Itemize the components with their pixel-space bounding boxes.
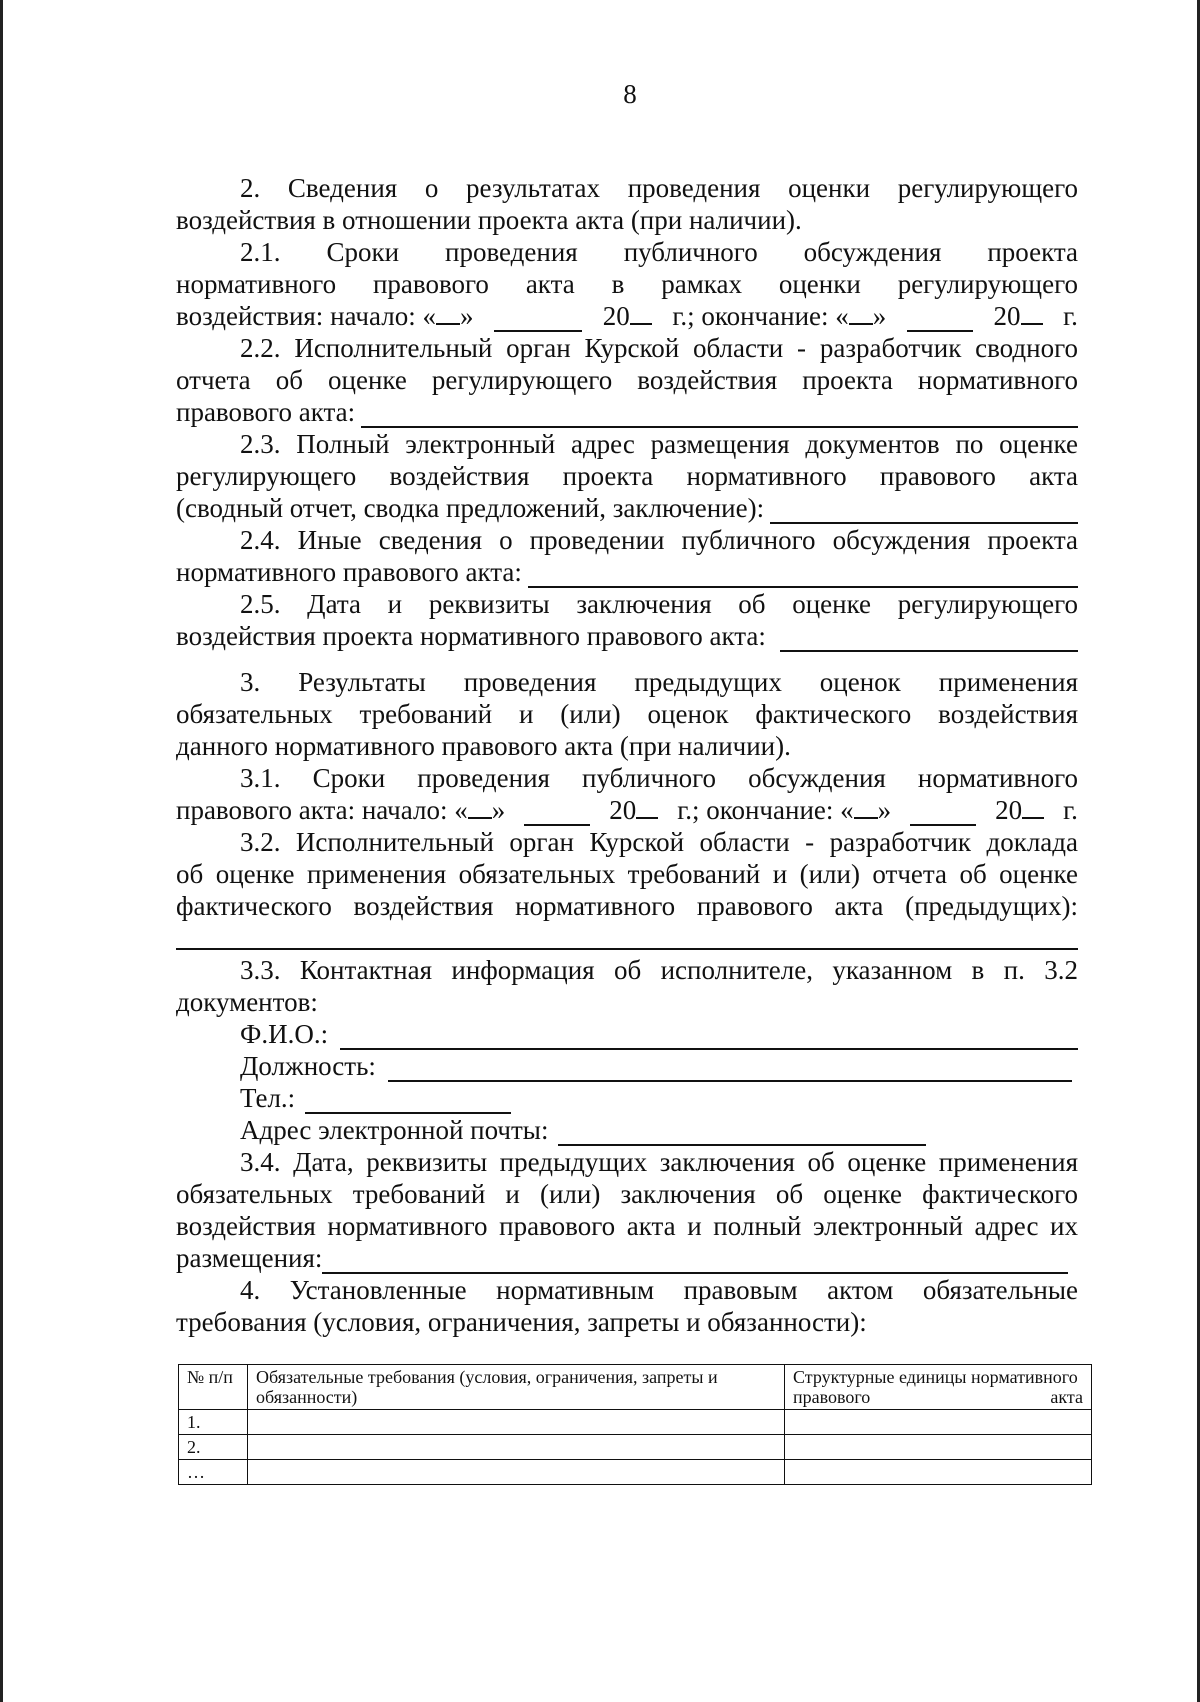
row-requirement-cell[interactable]	[248, 1435, 785, 1460]
item-2-5-label: воздействия проекта нормативного правового акта:	[176, 621, 766, 651]
item-3-1-dates	[176, 794, 1078, 826]
start-month-blank	[524, 802, 590, 826]
item-3-2-line-1: 3.2. Исполнительный орган Курской области - разработчик доклада	[240, 827, 1078, 857]
start-quote: »	[491, 795, 506, 825]
item-2-3-line-1: 2.3. Полный электронный адрес размещения документов по оценке	[240, 429, 1078, 459]
phone-row	[176, 1082, 1078, 1114]
item-3-4-line-3: воздействия нормативного правового акта и полный электронный адрес их	[176, 1211, 1078, 1241]
start-day-blank	[436, 301, 460, 325]
fio-blank	[340, 1026, 1078, 1050]
item-2-5-line-1: 2.5. Дата и реквизиты заключения об оценке регулирующего	[240, 589, 1078, 619]
end-month-blank	[910, 802, 976, 826]
item-3-4-line-2: обязательных требований и (или) заключения об оценке фактического	[176, 1179, 1078, 1209]
end-day-blank	[849, 301, 873, 325]
start-label: правового акта: начало: «	[176, 795, 468, 825]
page-number: 8	[623, 79, 637, 109]
item-2-4-label: нормативного правового акта:	[176, 557, 522, 587]
item-2-1-line-1: 2.1. Сроки проведения публичного обсуждения проекта	[240, 237, 1078, 267]
item-2-2-line-2: отчета об оценке регулирующего воздействия проекта нормативного	[176, 365, 1078, 395]
position-label: Должность:	[240, 1051, 376, 1081]
start-year-prefix: 20	[602, 301, 630, 331]
phone-blank	[305, 1090, 511, 1114]
item-2-3-line-3	[176, 492, 1078, 524]
email-blank	[558, 1122, 926, 1146]
item-3-4-blank	[322, 1250, 1068, 1274]
section-3-title-line-3: данного нормативного правового акта (при наличии).	[176, 731, 791, 761]
end-month-blank	[907, 308, 973, 332]
row-requirement-cell[interactable]	[248, 1410, 785, 1435]
end-day-blank	[854, 795, 878, 819]
section-4-title-line-1: 4. Установленные нормативным правовым актом обязательные	[240, 1275, 1078, 1305]
item-3-3-line-1: 3.3. Контактная информация об исполнителе, указанном в п. 3.2	[240, 955, 1078, 985]
section-3-title-line-1: 3. Результаты проведения предыдущих оценок применения	[240, 667, 1078, 697]
table-row	[179, 1435, 1092, 1460]
item-2-2-label: правового акта:	[176, 397, 356, 427]
position-blank	[388, 1058, 1072, 1082]
end-year-suffix: г.	[1063, 795, 1078, 825]
item-2-5-blank	[780, 628, 1078, 652]
email-row	[176, 1114, 1078, 1146]
fio-row	[176, 1018, 1078, 1050]
item-2-3-blank	[770, 500, 1078, 524]
item-2-3-line-2: регулирующего воздействия проекта нормативного правового акта	[176, 461, 1078, 491]
item-2-4-line-1: 2.4. Иные сведения о проведении публичного обсуждения проекта	[240, 525, 1078, 555]
section-2-title-line-1: 2. Сведения о результатах проведения оценки регулирующего	[240, 173, 1078, 203]
phone-label: Тел.:	[240, 1083, 296, 1113]
row-number: …	[179, 1460, 248, 1485]
scan-edge-left	[0, 0, 3, 1702]
item-2-3-label: (сводный отчет, сводка предложений, заключение):	[176, 493, 765, 523]
start-quote: »	[459, 301, 474, 331]
end-year-prefix: 20	[993, 301, 1021, 331]
start-year-blank	[636, 795, 658, 819]
end-label: г.; окончание: «	[672, 301, 849, 331]
item-3-2-blank	[176, 922, 1078, 950]
start-label: воздействия: начало: «	[176, 301, 436, 331]
item-3-2-line-2: об оценке применения обязательных требований и (или) отчета об оценке	[176, 859, 1078, 889]
item-3-4-label: размещения:	[176, 1243, 323, 1273]
end-quote: »	[877, 795, 892, 825]
row-units-cell[interactable]	[785, 1410, 1092, 1435]
section-4-title-line-2: требования (условия, ограничения, запреты и обязанности):	[176, 1307, 867, 1337]
end-label: г.; окончание: «	[677, 795, 854, 825]
section-3-title-line-2: обязательных требований и (или) оценок фактического воздействия	[176, 699, 1078, 729]
requirements-table	[178, 1364, 1092, 1485]
item-3-3-line-2: документов:	[176, 987, 318, 1017]
end-year-suffix: г.	[1063, 301, 1078, 331]
item-2-2-line-3	[176, 396, 1078, 428]
header-requirements: Обязательные требования (условия, ограничения, запреты и обязанности)	[248, 1365, 785, 1410]
item-3-2-line-3: фактического воздействия нормативного правового акта (предыдущих):	[176, 891, 1078, 921]
row-number: 1.	[179, 1410, 248, 1435]
table-row	[179, 1410, 1092, 1435]
end-year-blank	[1022, 795, 1044, 819]
row-requirement-cell[interactable]	[248, 1460, 785, 1485]
item-2-4-line-2	[176, 556, 1078, 588]
start-year-prefix: 20	[609, 795, 637, 825]
end-year-blank	[1021, 301, 1043, 325]
start-year-blank	[630, 301, 652, 325]
position-row	[176, 1050, 1078, 1082]
item-2-5-line-2	[176, 620, 1078, 652]
row-units-cell[interactable]	[785, 1460, 1092, 1485]
header-structural-units: Структурные единицы нормативного правового акта	[785, 1365, 1092, 1410]
item-3-1-line-1: 3.1. Сроки проведения публичного обсуждения нормативного	[240, 763, 1078, 793]
item-3-4-line-1: 3.4. Дата, реквизиты предыдущих заключения об оценке применения	[240, 1147, 1078, 1177]
table-header-row	[179, 1365, 1092, 1410]
row-number: 2.	[179, 1435, 248, 1460]
item-2-4-blank	[528, 564, 1078, 588]
start-day-blank	[468, 795, 492, 819]
item-2-1-dates	[176, 300, 1078, 332]
email-label: Адрес электронной почты:	[240, 1115, 549, 1145]
fio-label: Ф.И.О.:	[240, 1019, 329, 1049]
start-month-blank	[494, 308, 582, 332]
item-2-2-blank	[361, 404, 1078, 428]
item-2-2-line-1: 2.2. Исполнительный орган Курской области - разработчик сводного	[240, 333, 1078, 363]
document-body	[176, 172, 1078, 1338]
end-year-prefix: 20	[995, 795, 1023, 825]
item-3-4-line-4	[176, 1242, 1078, 1274]
row-units-cell[interactable]	[785, 1435, 1092, 1460]
item-2-1-line-2: нормативного правового акта в рамках оценки регулирующего	[176, 269, 1078, 299]
table-row	[179, 1460, 1092, 1485]
header-number: № п/п	[179, 1365, 248, 1410]
end-quote: »	[872, 301, 887, 331]
section-2-title-line-2: воздействия в отношении проекта акта (при наличии).	[176, 205, 802, 235]
